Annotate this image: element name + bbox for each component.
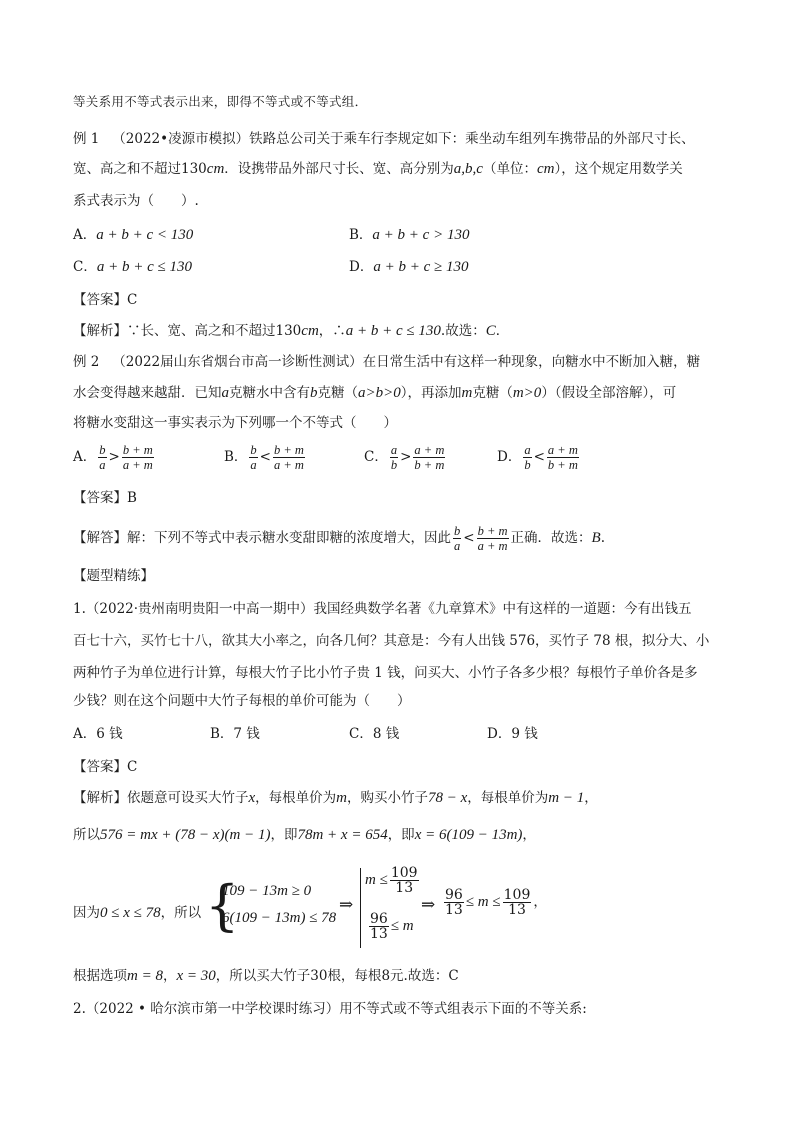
question-1-source: （2022·贵州南明贵阳一中高一期中） [85, 601, 314, 617]
question-2-line-1: 2.（2022 • 哈尔滨市第一中学校课时练习）用不等式或不等式组表示下面的不等关系: [73, 1001, 587, 1017]
question-1-option-b: B．7 钱 [210, 726, 260, 742]
example-2-source: （2022届山东省烟台市高一诊断性测试） [112, 354, 363, 370]
section-title: 【题型精练】 [73, 568, 154, 584]
example-1-analysis: 【解析】∵长、宽、高之和不超过130cm，∴a + b + c ≤ 130.故选：C． [73, 323, 510, 339]
example-1-option-c: C．a + b + c ≤ 130 [73, 259, 192, 275]
example-2-solution: 【解答】解：下列不等式中表示糖水变甜即糖的浓度增大，因此 $\frac{b}{a}$ < $\frac{b + m}{a + m}$ 正确．故选：B. [73, 524, 605, 553]
example-1-answer: 【答案】C [73, 292, 138, 308]
example-2-option-d: D． $\frac{a}{b}$ < $\frac{a + m}{b + m}$ [497, 443, 578, 472]
example-2-answer: 【答案】B [73, 490, 137, 506]
implies-arrow-2: ⇒ [421, 895, 436, 915]
question-1-number: 1. [73, 601, 86, 617]
example-1-line-3: 系式表示为（ ）. [73, 193, 199, 209]
example-1-label: 例 1 [73, 131, 100, 147]
example-1-source: （2022•凌源市模拟） [112, 131, 250, 147]
question-1-analysis-line-1: 【解析】依题意可设买大竹子x，每根单价为m，购买小竹子78 − x，每根单价为m − 1， [73, 790, 598, 806]
example-2-option-c: C． $\frac{a}{b}$ > $\frac{a + m}{b + m}$ [364, 443, 445, 472]
left-brace: { [205, 874, 240, 937]
question-2-source: （2022 • 哈尔滨市第一中学校课时练习） [85, 1001, 340, 1017]
example-2-line-2: 水会变得越来越甜．已知a克糖水中含有b克糖（a>b>0），再添加m克糖（m>0）（假设全部溶解），可 [73, 385, 677, 401]
example-2-label: 例 2 [73, 354, 100, 370]
system-2-row-1: m ≤ $\frac{109}{13}$ [365, 865, 418, 896]
left-brace-2 [360, 868, 361, 948]
example-1-line-2: 宽、高之和不超过130cm．设携带品外部尺寸长、宽、高分别为a,b,c（单位：cm），这个规定用数学关 [73, 161, 683, 177]
question-1-line-2: 百七十六，买竹七十八，欲其大小率之，向各几何？其意是：今有人出钱 576，买竹子 78 根，拟分大、小 [73, 633, 710, 649]
example-1-option-b: B．a + b + c > 130 [349, 227, 470, 243]
example-1-line-1: 例 1 （2022•凌源市模拟）铁路总公司关于乘车行李规定如下：乘坐动车组列车携带品的外部尺寸长、 [73, 131, 695, 147]
example-1-option-a: A．a + b + c < 130 [73, 227, 194, 243]
system-1-row-1: 109 − 13m ≥ 0 [222, 883, 312, 899]
final-range: $\frac{96}{13}$ ≤ m ≤ $\frac{109}{13}$ ， [445, 887, 547, 918]
question-1-option-a: A．6 钱 [73, 726, 123, 742]
example-1-option-d: D．a + b + c ≥ 130 [349, 259, 469, 275]
implies-arrow-1: ⇒ [339, 895, 354, 915]
example-2-line-3: 将糖水变甜这一事实表示为下列哪一个不等式（ ） [73, 415, 397, 431]
system-2-row-2: $\frac{96}{13}$ ≤ m [370, 911, 414, 942]
question-1-line-4: 少钱？则在这个问题中大竹子每根的单价可能为（ ） [73, 693, 411, 709]
question-1-option-d: D．9 钱 [487, 726, 538, 742]
question-1-analysis-line-4: 根据选项m = 8，x = 30，所以买大竹子30根，每根8元.故选：C [73, 968, 459, 984]
question-1-option-c: C．8 钱 [349, 726, 400, 742]
question-1-line-3: 两种竹子为单位进行计算，每根大竹子比小竹子贵 1 钱，问买大、小竹子各多少根？每根竹子单价各是多 [73, 665, 698, 681]
example-2-option-b: B． $\frac{b}{a}$ < $\frac{b + m}{a + m}$ [224, 443, 304, 472]
intro-line: 等关系用不等式表示出来，即得不等式或不等式组． [73, 94, 368, 109]
example-2-line-1: 例 2 （2022届山东省烟台市高一诊断性测试）在日常生活中有这样一种现象，向糖水中不断加入糖，糖 [73, 354, 701, 370]
question-1-line-1: 1.（2022·贵州南明贵阳一中高一期中）我国经典数学名著《九章算术》中有这样的一道题：今有出钱五 [73, 601, 692, 617]
example-2-option-a: A． $\frac{b}{a}$ > $\frac{b + m}{a + m}$ [73, 443, 153, 472]
question-1-analysis-line-2: 所以576 = mx + (78 − x)(m − 1)，即78m + x = 654，即x = 6(109 − 13m)， [73, 827, 536, 843]
system-1-row-2: 6(109 − 13m) ≤ 78 [222, 910, 337, 926]
question-2-number: 2. [73, 1001, 86, 1017]
question-1-answer: 【答案】C [73, 759, 138, 775]
document-page: 等关系用不等式表示出来，即得不等式或不等式组． 例 1 （2022•凌源市模拟）铁路总公司关于乘车行李规定如下：乘坐动车组列车携带品的外部尺寸长、 宽、高之和不超过130cm．设携带品外部尺寸长、宽、高分别为a,b,c（单位：cm），这个规定用数学关 系式表示为（ ）. A．a + b + c < 130 B．a + b + c > 130 C．a + b + c ≤ 130 D．a + b + c ≥ 130 【答案】C 【解析】∵长、宽、高之和不超过130cm，∴a + b + c ≤ 130.故选：C． 例 2 （2022届山东省烟台市高一诊断性测试）在日常生活中有这样一种现象，向糖水中不断加入糖，糖 水会变得越来越甜．已知a克糖水中含有b克糖（a>b>0），再添加m克糖（m>0）（假设全部溶解），可 将糖水变甜这一事实表示为下列哪一个不等式（ ） A． $\frac{b}{a}$ > $\frac{b + m}{a + m}$ B． $\frac{b}{a}$ < $\frac{b + m}{a + m}$ C． $\frac{a}{b}$ > $\frac{a + m}{b + m}$ D． $\frac{a}{b}$ < $\frac{a + m}{b + m}$ 【答案】B 【解答】解：下列不等式中表示糖水变甜即糖的浓度增大，因此 $\frac{b}{a}$ < $\frac{b + m}{a + m}$ 正确．故选：B. 【题型精练】 1.（2022·贵州南明贵阳一中高一期中）我国经典数学名著《九章算术》中有这样的一道题：今有出钱五 百七十六，买竹七十八，欲其大小率之，向各几何？其意是：今有人出钱 576，买竹子 78 根，拟分大、小 两种竹子为单位进行计算，每根大竹子比小竹子贵 1 钱，问买大、小竹子各多少根？每根竹子单价各是多 少钱？则在这个问题中大竹子每根的单价可能为（ ） A．6 钱 B．7 钱 C．8 钱 D．9 钱 【答案】C 【解析】依题意可设买大竹子x，每根单价为m，购买小竹子78 − x，每根单价为m − 1， 所以576 = mx + (78 − x)(m − 1)，即78m + x = 654，即x = 6(109 − 13m)， 因为0 ≤ x ≤ 78，所以 { 109 − 13m ≥ 0 6(109 − 13m) ≤ 78 ⇒ m ≤ $\frac{109}{13}$ $\frac{96}{13}$ ≤ m ⇒ $\frac{96}{13}$ ≤ m ≤ $\frac{109}{13}$ ， 根据选项m = 8，x = 30，所以买大竹子30根，每根8元.故选：C 2.（2022 • 哈尔滨市第一中学校课时练习）用不等式或不等式组表示下面的不等关系: [73, 94, 710, 1017]
